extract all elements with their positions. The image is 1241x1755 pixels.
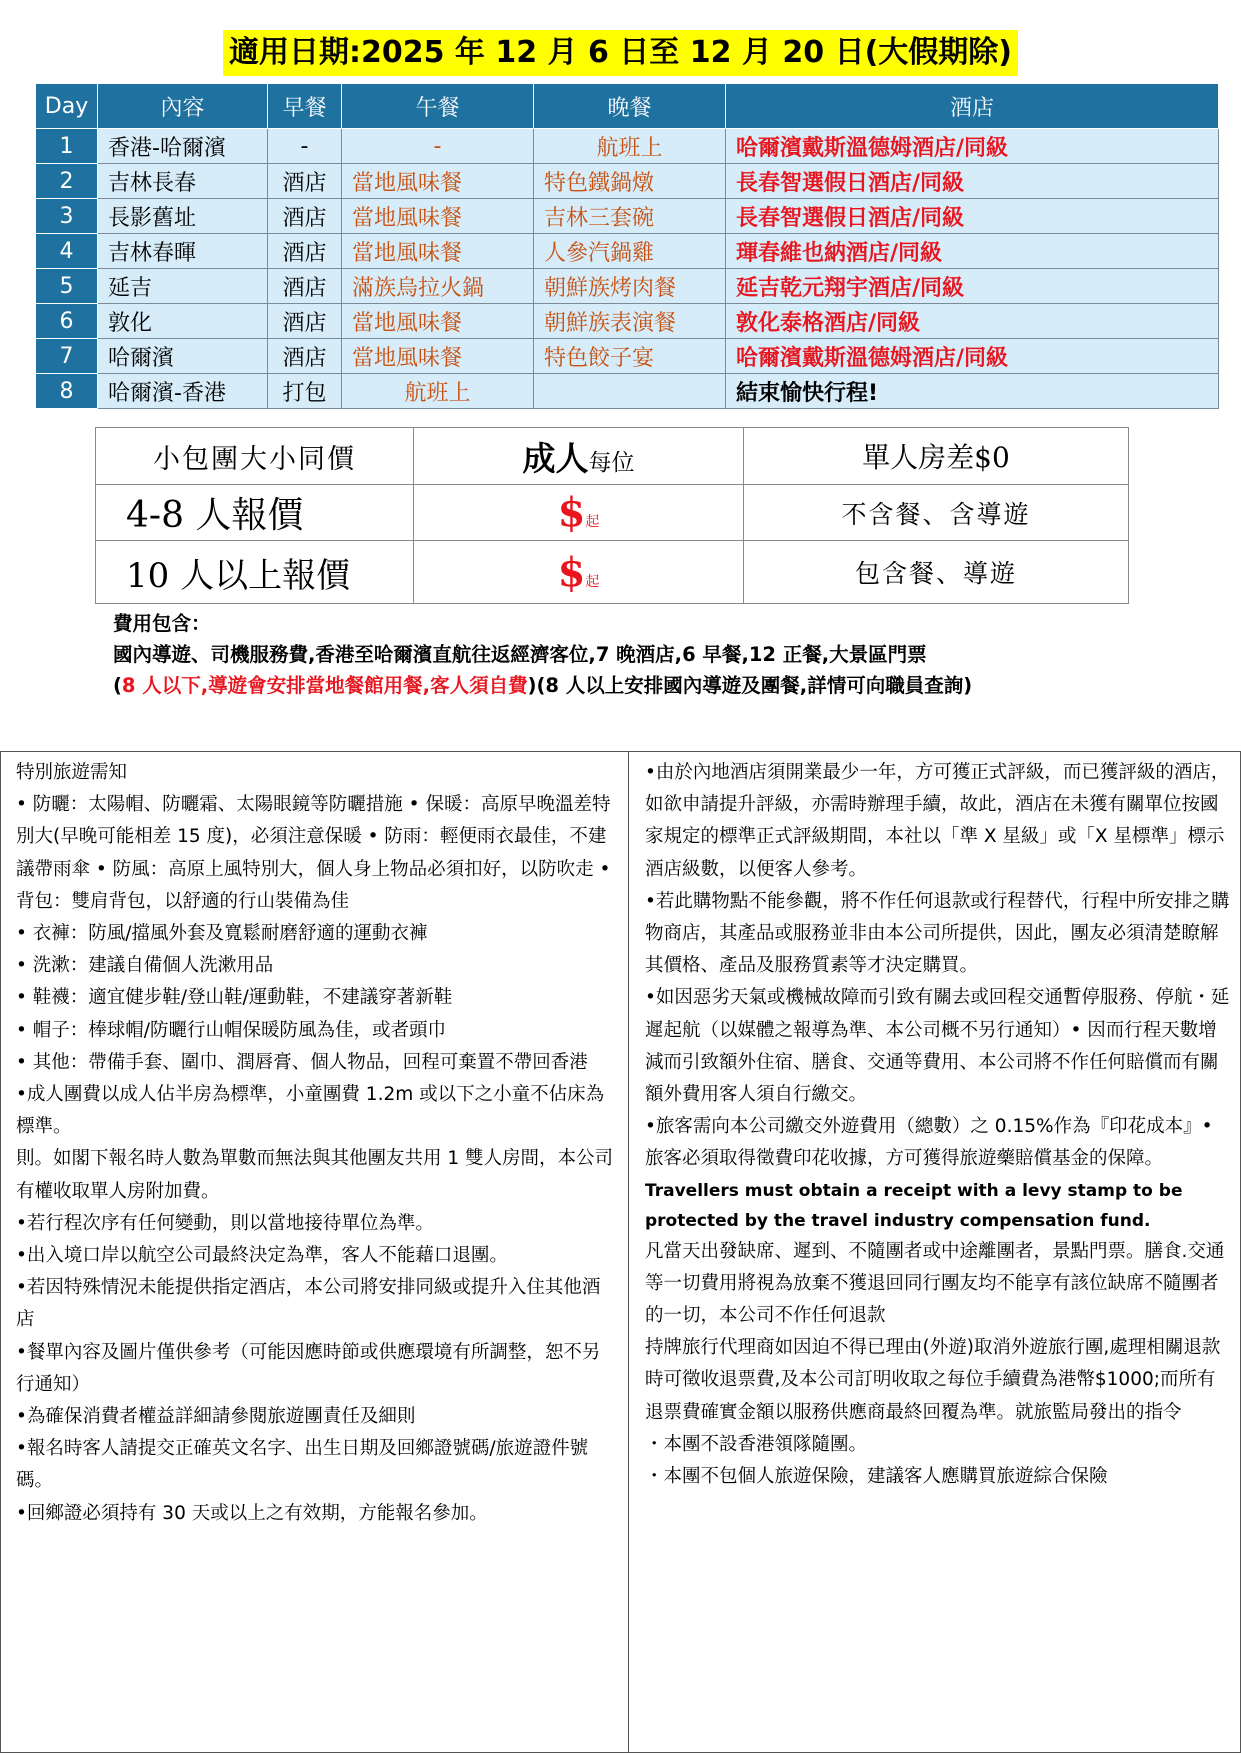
table-row (36, 269, 1219, 304)
day-dinner: 特色鐵鍋燉 (534, 164, 726, 199)
header-hotel: 酒店 (726, 84, 1219, 129)
adult-label: 成人 (522, 438, 589, 478)
day-breakfast: 酒店 (268, 304, 342, 339)
day-content: 哈爾濱 (98, 339, 268, 374)
day-content: 延吉 (98, 269, 268, 304)
fees-included (113, 608, 1073, 701)
fees-paren: ( (113, 674, 122, 697)
note-item-english: Travellers must obtain a receipt with a levy stamp to be protected by the travel industry compensation fund. (645, 1180, 1183, 1231)
note-item: •旅客需向本公司繳交外遊費用（總數）之 0.15%作為『印花成本』•旅客必須取得徵費印花收據，方可獲得旅遊藥賠償基金的保障。 (645, 1116, 1213, 1170)
price-from: 起 (585, 573, 600, 590)
header-day: Day (36, 84, 98, 129)
notes-heading: 特別旅遊需知 (16, 762, 128, 783)
note-item: 持牌旅行代理商如因迫不得已理由(外遊)取消外遊旅行團,處理相關退款時可徵收退票費,及本公司訂明收取之每位手續費為港幣$1000;而所有退票費確實金額以服務供應商最終回覆為準。就旅監局發出的指令 (645, 1337, 1221, 1423)
table-row (36, 374, 1219, 409)
day-number: 3 (36, 199, 98, 234)
fees-heading: 費用包含： (113, 612, 211, 635)
header-lunch: 午餐 (342, 84, 534, 129)
day-content: 吉林長春 (98, 164, 268, 199)
day-breakfast: - (268, 129, 342, 164)
day-number: 6 (36, 304, 98, 339)
note-item: • 鞋襪：適宜健步鞋/登山鞋/運動鞋，不建議穿著新鞋 (16, 987, 453, 1009)
day-hotel: 延吉乾元翔宇酒店/同級 (726, 269, 1219, 304)
day-breakfast: 酒店 (268, 164, 342, 199)
note-item: •報名時客人請提交正確英文名字、出生日期及回鄉證號碼/旅遊證件號碼。 (16, 1438, 589, 1492)
price-from: 起 (585, 514, 600, 530)
note-item: •若因特殊情況未能提供指定酒店，本公司將安排同級或提升入住其他酒店 (16, 1277, 601, 1331)
day-content: 敦化 (98, 304, 268, 339)
day-lunch: 航班上 (342, 374, 534, 409)
notes-divider (628, 751, 629, 1753)
itinerary-header-row (36, 84, 1219, 129)
note-item: 則。如閣下報名時人數為單數而無法與其他團友共用 1 雙人房間，本公司有權收取單人房附加費。 (16, 1148, 614, 1202)
day-breakfast: 酒店 (268, 234, 342, 269)
price-row (96, 541, 1129, 604)
note-item: 凡當天出發缺席、遲到、不隨團者或中途離團者，景點門票。膳食.交通等一切費用將視為放棄不獲退回同行團友均不能享有該位缺席不隨團者的一切，本公司不作任何退款 (645, 1240, 1225, 1327)
price-row-label: 10 人以上報價 (96, 541, 414, 604)
day-lunch: 當地風味餐 (342, 164, 534, 199)
day-content: 吉林春暉 (98, 234, 268, 269)
day-number: 5 (36, 269, 98, 304)
price-amount: $ (557, 489, 586, 536)
day-dinner: 人參汽鍋雞 (534, 234, 726, 269)
day-breakfast: 酒店 (268, 269, 342, 304)
note-item: •為確保消費者權益詳細請參閱旅遊團責任及細則 (16, 1406, 416, 1428)
header-breakfast: 早餐 (268, 84, 342, 129)
fees-note (113, 670, 1073, 701)
header-dinner: 晚餐 (534, 84, 726, 129)
note-item: • 防曬：太陽帽、防曬霜、太陽眼鏡等防曬措施 • 保暖：高原早晚溫差特別大(早晚可能相差 15 度)，必須注意保暖 • 防雨：輕便雨衣最佳，不建議帶雨傘 • 防風：高原上風特別大，個人身上物品必須扣好，以防吹走 • 背包：雙肩背包，以舒適的行山裝備為佳 (16, 794, 611, 912)
note-item: •若行程次序有任何變動，則以當地接待單位為準。 (16, 1212, 434, 1234)
day-hotel: 哈爾濱戴斯溫德姆酒店/同級 (726, 339, 1219, 374)
table-row (36, 199, 1219, 234)
day-dinner: 朝鮮族表演餐 (534, 304, 726, 339)
day-dinner: 朝鮮族烤肉餐 (534, 269, 726, 304)
day-lunch: 當地風味餐 (342, 304, 534, 339)
price-note: 不含餐、含導遊 (744, 485, 1129, 541)
day-dinner (534, 374, 726, 409)
notes-right-column (645, 757, 1230, 1493)
price-note: 包含餐、導遊 (744, 541, 1129, 604)
day-hotel: 長春智選假日酒店/同級 (726, 164, 1219, 199)
day-dinner: 特色餃子宴 (534, 339, 726, 374)
table-row (36, 164, 1219, 199)
day-number: 8 (36, 374, 98, 409)
note-item: • 洗漱：建議自備個人洗漱用品 (16, 955, 274, 977)
fees-line: 國內導遊、司機服務費,香港至哈爾濱直航往返經濟客位,7 晚酒店,6 早餐,12 正餐,大景區門票 (113, 643, 927, 666)
day-breakfast: 酒店 (268, 199, 342, 234)
note-item: •回鄉證必須持有 30 天或以上之有效期，方能報名參加。 (16, 1502, 488, 1524)
itinerary-table (35, 83, 1219, 409)
note-item: •如因惡劣天氣或機械故障而引致有關去或回程交通暫停服務、停航・延遲起航（以媒體之報導為準、本公司概不另行通知）• 因而行程天數增減而引致額外住宿、膳食、交通等費用、本公司將不作任何賠償而有關額外費用客人須自行繳交。 (645, 987, 1230, 1106)
note-item: ・本團不包個人旅遊保險，建議客人應購買旅遊綜合保險 (645, 1466, 1108, 1488)
table-row (36, 234, 1219, 269)
single-room-supplement: 單人房差$0 (744, 428, 1129, 485)
day-hotel: 哈爾濱戴斯溫德姆酒店/同級 (726, 129, 1219, 164)
fees-rest: )(8 人以上安排國內導遊及團餐,詳情可向職員查詢) (527, 674, 973, 697)
header-content: 內容 (98, 84, 268, 129)
day-lunch: 當地風味餐 (342, 199, 534, 234)
day-dinner: 航班上 (534, 129, 726, 164)
price-header-row (96, 428, 1129, 485)
day-content: 長影舊址 (98, 199, 268, 234)
notes-left-column (16, 757, 616, 1530)
day-hotel: 琿春維也納酒店/同級 (726, 234, 1219, 269)
day-breakfast: 打包 (268, 374, 342, 409)
note-item: •若此購物點不能參觀，將不作任何退款或行程替代，行程中所安排之購物商店，其產品或服務並非由本公司所提供，因此，團友必須清楚瞭解其價格、產品及服務質素等才決定購買。 (645, 890, 1230, 977)
day-lunch: 滿族烏拉火鍋 (342, 269, 534, 304)
day-lunch: 當地風味餐 (342, 339, 534, 374)
day-hotel: 長春智選假日酒店/同級 (726, 199, 1219, 234)
note-item: • 其他：帶備手套、圍巾、潤唇膏、個人物品，回程可棄置不帶回香港 (16, 1051, 588, 1073)
note-item: • 帽子：棒球帽/防曬行山帽保暖防風為佳，或者頭巾 (16, 1019, 447, 1041)
note-item: •出入境口岸以航空公司最終決定為準，客人不能藉口退團。 (16, 1245, 508, 1267)
note-item: ・本團不設香港領隊隨團。 (645, 1433, 868, 1455)
price-row (96, 485, 1129, 541)
table-row (36, 129, 1219, 164)
day-hotel: 結束愉快行程! (726, 374, 1219, 409)
day-number: 4 (36, 234, 98, 269)
title-wrap (0, 30, 1241, 76)
day-number: 1 (36, 129, 98, 164)
price-amount: $ (557, 548, 586, 596)
day-content: 香港-哈爾濱 (98, 129, 268, 164)
table-row (36, 339, 1219, 374)
per-person-label: 每位 (588, 449, 635, 476)
price-row-label: 4-8 人報價 (96, 485, 414, 541)
note-item: • 衣褲：防風/擋風外套及寬鬆耐磨舒適的運動衣褲 (16, 923, 428, 945)
price-adult-label (414, 428, 744, 485)
note-item: •成人團費以成人佔半房為標準，小童團費 1.2m 或以下之小童不佔床為標準。 (16, 1084, 605, 1138)
note-item: •餐單內容及圖片僅供參考（可能因應時節或供應環境有所調整，恕不另行通知） (16, 1341, 601, 1395)
day-content: 哈爾濱-香港 (98, 374, 268, 409)
day-number: 2 (36, 164, 98, 199)
price-table (95, 427, 1129, 604)
fees-warning: 8 人以下,導遊會安排當地餐館用餐,客人須自費 (121, 674, 528, 697)
table-row (36, 304, 1219, 339)
page-title: 適用日期:2025 年 12 月 6 日至 12 月 20 日(大假期除) (223, 30, 1018, 76)
day-hotel: 敦化泰格酒店/同級 (726, 304, 1219, 339)
note-item: •由於內地酒店須開業最少一年，方可獲正式評級，而已獲評級的酒店，如欲申請提升評級，亦需時辦理手續，故此，酒店在未獲有關單位按國家規定的標準正式評級期間，本社以「準 X 星級」或「X 星標準」標示酒店級數，以便客人參考。 (645, 762, 1230, 880)
price-value (414, 541, 744, 604)
price-group-label: 小包團大小同價 (96, 428, 414, 485)
day-number: 7 (36, 339, 98, 374)
day-lunch: 當地風味餐 (342, 234, 534, 269)
day-dinner: 吉林三套碗 (534, 199, 726, 234)
day-lunch: - (342, 129, 534, 164)
price-value (414, 485, 744, 541)
day-breakfast: 酒店 (268, 339, 342, 374)
